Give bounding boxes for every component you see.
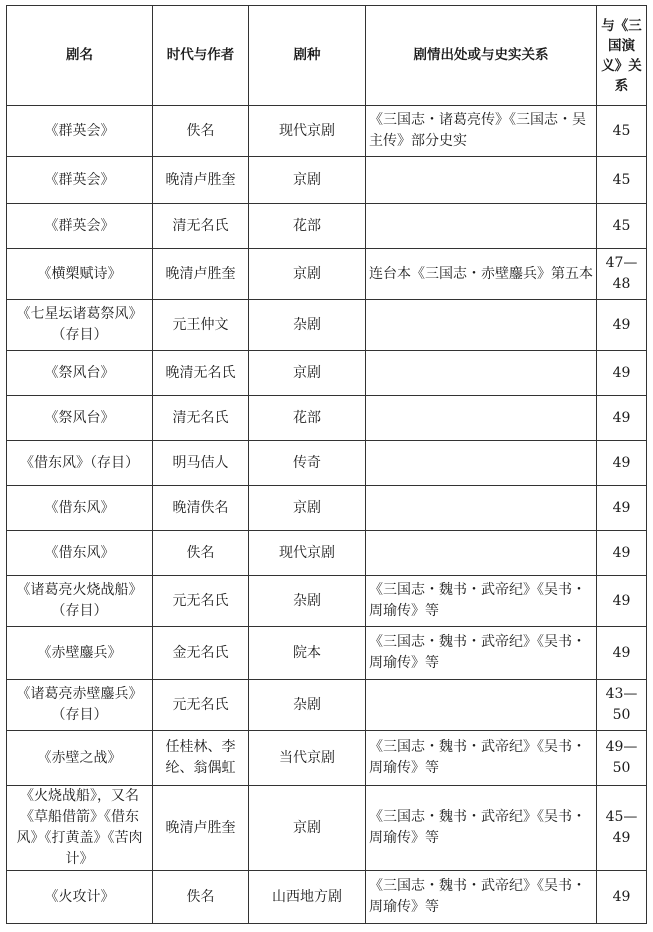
- cell-source: [366, 204, 597, 249]
- cell-genre: 当代京剧: [249, 731, 366, 786]
- cell-era-author: 晚清佚名: [153, 486, 249, 531]
- cell-era-author: 晚清无名氏: [153, 351, 249, 396]
- cell-source: [366, 486, 597, 531]
- table-row: [7, 576, 647, 627]
- cell-genre: 山西地方剧: [249, 871, 366, 924]
- cell-source: 《三国志・魏书・武帝纪》《吴书・周瑜传》等: [366, 871, 597, 924]
- cell-genre: 传奇: [249, 441, 366, 486]
- cell-source: 《三国志・诸葛亮传》《三国志・吴主传》部分史实: [366, 106, 597, 157]
- header-genre: 剧种: [249, 6, 366, 106]
- cell-genre: 京剧: [249, 786, 366, 871]
- cell-genre: 杂剧: [249, 576, 366, 627]
- cell-era-author: 佚名: [153, 871, 249, 924]
- table-row: [7, 680, 647, 731]
- cell-genre: 现代京剧: [249, 531, 366, 576]
- table-row: [7, 204, 647, 249]
- cell-era-author: 晚清卢胜奎: [153, 249, 249, 300]
- cell-relation: 49: [597, 300, 647, 351]
- cell-name: 《群英会》: [7, 204, 153, 249]
- cell-source: 《三国志・魏书・武帝纪》《吴书・周瑜传》等: [366, 627, 597, 680]
- cell-genre: 杂剧: [249, 300, 366, 351]
- cell-relation: 49: [597, 441, 647, 486]
- cell-name: 《祭风台》: [7, 396, 153, 441]
- cell-source: 《三国志・魏书・武帝纪》《吴书・周瑜传》等: [366, 786, 597, 871]
- header-name: 剧名: [7, 6, 153, 106]
- cell-source: [366, 396, 597, 441]
- table-header-row: [7, 6, 647, 106]
- cell-era-author: 佚名: [153, 531, 249, 576]
- header-relation: 与《三国演义》关系: [597, 6, 647, 106]
- cell-source: [366, 157, 597, 204]
- cell-genre: 京剧: [249, 351, 366, 396]
- cell-source: [366, 680, 597, 731]
- cell-era-author: 元王仲文: [153, 300, 249, 351]
- cell-source: 《三国志・魏书・武帝纪》《吴书・周瑜传》等: [366, 731, 597, 786]
- cell-name: 《借东风》: [7, 486, 153, 531]
- table-row: [7, 351, 647, 396]
- cell-relation: 45: [597, 157, 647, 204]
- cell-genre: 京剧: [249, 486, 366, 531]
- cell-relation: 47—48: [597, 249, 647, 300]
- cell-genre: 杂剧: [249, 680, 366, 731]
- table-row: [7, 441, 647, 486]
- cell-source: [366, 531, 597, 576]
- cell-era-author: 清无名氏: [153, 396, 249, 441]
- cell-name: 《赤壁之战》: [7, 731, 153, 786]
- cell-era-author: 清无名氏: [153, 204, 249, 249]
- cell-genre: 花部: [249, 204, 366, 249]
- cell-era-author: 晚清卢胜奎: [153, 786, 249, 871]
- table-row: [7, 627, 647, 680]
- cell-name: 《诸葛亮火烧战船》（存目）: [7, 576, 153, 627]
- cell-relation: 45: [597, 106, 647, 157]
- cell-era-author: 任桂林、李纶、翁偶虹: [153, 731, 249, 786]
- cell-genre: 院本: [249, 627, 366, 680]
- cell-relation: 49: [597, 486, 647, 531]
- drama-table: [6, 5, 647, 924]
- cell-relation: 49: [597, 576, 647, 627]
- cell-relation: 49: [597, 396, 647, 441]
- cell-genre: 京剧: [249, 157, 366, 204]
- cell-name: 《群英会》: [7, 157, 153, 204]
- table-row: [7, 786, 647, 871]
- cell-name: 《火烧战船》，又名《草船借箭》《借东风》《打黄盖》《苦肉计》: [7, 786, 153, 871]
- table-row: [7, 157, 647, 204]
- cell-era-author: 明马佶人: [153, 441, 249, 486]
- cell-era-author: 金无名氏: [153, 627, 249, 680]
- cell-relation: 49—50: [597, 731, 647, 786]
- header-source: 剧情出处或与史实关系: [366, 6, 597, 106]
- cell-source: [366, 300, 597, 351]
- cell-relation: 43—50: [597, 680, 647, 731]
- table-row: [7, 531, 647, 576]
- cell-relation: 49: [597, 531, 647, 576]
- table-row: [7, 396, 647, 441]
- cell-name: 《群英会》: [7, 106, 153, 157]
- cell-era-author: 晚清卢胜奎: [153, 157, 249, 204]
- cell-name: 《横槊赋诗》: [7, 249, 153, 300]
- cell-relation: 49: [597, 871, 647, 924]
- cell-source: 连台本《三国志・赤壁鏖兵》第五本: [366, 249, 597, 300]
- cell-source: [366, 351, 597, 396]
- cell-name: 《诸葛亮赤壁鏖兵》（存目）: [7, 680, 153, 731]
- cell-genre: 现代京剧: [249, 106, 366, 157]
- table-row: [7, 249, 647, 300]
- cell-genre: 京剧: [249, 249, 366, 300]
- table-row: [7, 106, 647, 157]
- cell-name: 《七星坛诸葛祭风》（存目）: [7, 300, 153, 351]
- cell-era-author: 元无名氏: [153, 680, 249, 731]
- table-row: [7, 731, 647, 786]
- cell-source: [366, 441, 597, 486]
- cell-relation: 49: [597, 627, 647, 680]
- header-era-author: 时代与作者: [153, 6, 249, 106]
- cell-name: 《祭风台》: [7, 351, 153, 396]
- table-row: [7, 486, 647, 531]
- cell-relation: 45—49: [597, 786, 647, 871]
- cell-relation: 45: [597, 204, 647, 249]
- cell-name: 《火攻计》: [7, 871, 153, 924]
- table-row: [7, 871, 647, 924]
- cell-source: 《三国志・魏书・武帝纪》《吴书・周瑜传》等: [366, 576, 597, 627]
- table-row: [7, 300, 647, 351]
- cell-relation: 49: [597, 351, 647, 396]
- cell-name: 《借东风》（存目）: [7, 441, 153, 486]
- cell-era-author: 元无名氏: [153, 576, 249, 627]
- cell-era-author: 佚名: [153, 106, 249, 157]
- cell-name: 《借东风》: [7, 531, 153, 576]
- cell-name: 《赤壁鏖兵》: [7, 627, 153, 680]
- cell-genre: 花部: [249, 396, 366, 441]
